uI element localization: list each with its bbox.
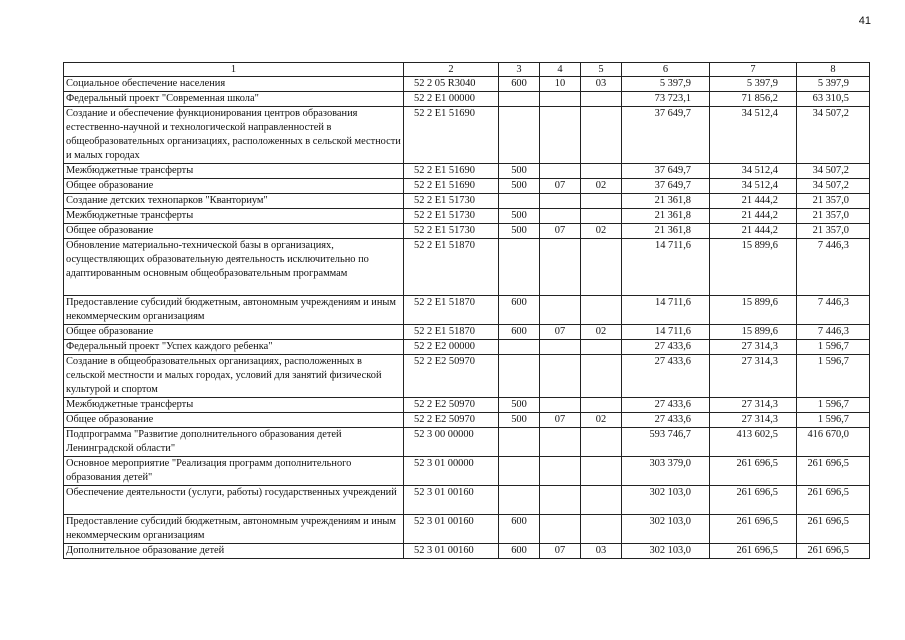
- row-name: Создание в общеобразовательных организациях, расположенных в сельской местности и малых городах, условий для занятий физической культурой и спортом: [64, 355, 404, 398]
- budget-code: 52 2 E1 51870: [404, 296, 499, 325]
- table-row: [64, 398, 870, 413]
- row-name: Общее образование: [64, 413, 404, 428]
- amount-year-2: 5 397,9: [710, 77, 797, 92]
- subsection: [581, 164, 622, 179]
- amount-year-1: 21 361,8: [622, 194, 710, 209]
- row-name: Федеральный проект "Современная школа": [64, 92, 404, 107]
- amount-year-3: 63 310,5: [797, 92, 870, 107]
- table-row: [64, 194, 870, 209]
- expense-type: [499, 457, 540, 486]
- amount-year-1: 37 649,7: [622, 107, 710, 164]
- amount-year-3: 34 507,2: [797, 107, 870, 164]
- expense-type: 500: [499, 224, 540, 239]
- amount-year-1: 27 433,6: [622, 398, 710, 413]
- expense-type: 600: [499, 544, 540, 559]
- page-number: 41: [858, 15, 871, 27]
- amount-year-2: 413 602,5: [710, 428, 797, 457]
- amount-year-2: 21 444,2: [710, 224, 797, 239]
- section: [540, 398, 581, 413]
- row-name: Предоставление субсидий бюджетным, автономным учреждениям и иным некоммерческим организациям: [64, 515, 404, 544]
- subsection: [581, 296, 622, 325]
- amount-year-1: 302 103,0: [622, 486, 710, 515]
- section: 07: [540, 325, 581, 340]
- subsection: [581, 209, 622, 224]
- amount-year-3: 1 596,7: [797, 413, 870, 428]
- amount-year-1: 14 711,6: [622, 296, 710, 325]
- expense-type: [499, 92, 540, 107]
- amount-year-2: 261 696,5: [710, 486, 797, 515]
- table-row: [64, 77, 870, 92]
- amount-year-2: 15 899,6: [710, 325, 797, 340]
- expense-type: 600: [499, 515, 540, 544]
- amount-year-3: 1 596,7: [797, 355, 870, 398]
- section: [540, 355, 581, 398]
- amount-year-2: 34 512,4: [710, 179, 797, 194]
- section: 10: [540, 77, 581, 92]
- subsection: [581, 398, 622, 413]
- header-row: [64, 63, 870, 77]
- section: [540, 457, 581, 486]
- table-row: [64, 340, 870, 355]
- amount-year-3: 5 397,9: [797, 77, 870, 92]
- subsection: [581, 340, 622, 355]
- header-cell: 5: [581, 63, 622, 77]
- amount-year-1: 302 103,0: [622, 544, 710, 559]
- budget-code: 52 3 00 00000: [404, 428, 499, 457]
- section: [540, 164, 581, 179]
- table-row: [64, 239, 870, 296]
- expense-type: [499, 355, 540, 398]
- budget-code: 52 3 01 00160: [404, 544, 499, 559]
- amount-year-1: 593 746,7: [622, 428, 710, 457]
- expense-type: [499, 107, 540, 164]
- row-name: Социальное обеспечение населения: [64, 77, 404, 92]
- expense-type: 500: [499, 413, 540, 428]
- amount-year-3: 261 696,5: [797, 457, 870, 486]
- amount-year-2: 34 512,4: [710, 164, 797, 179]
- table-row: [64, 296, 870, 325]
- row-name: Обновление материально-технической базы в организациях, осуществляющих образовательную деятельность исключительно по адаптированным основным общеобразовательным программам: [64, 239, 404, 296]
- row-name: Общее образование: [64, 179, 404, 194]
- amount-year-3: 34 507,2: [797, 164, 870, 179]
- amount-year-3: 34 507,2: [797, 179, 870, 194]
- table-row: [64, 355, 870, 398]
- header-cell: 2: [404, 63, 499, 77]
- amount-year-2: 34 512,4: [710, 107, 797, 164]
- subsection: 03: [581, 77, 622, 92]
- table-row: [64, 107, 870, 164]
- amount-year-2: 71 856,2: [710, 92, 797, 107]
- expense-type: [499, 428, 540, 457]
- amount-year-3: 261 696,5: [797, 515, 870, 544]
- table-row: [64, 224, 870, 239]
- amount-year-1: 14 711,6: [622, 239, 710, 296]
- row-name: Обеспечение деятельности (услуги, работы) государственных учреждений: [64, 486, 404, 515]
- amount-year-1: 27 433,6: [622, 340, 710, 355]
- amount-year-1: 14 711,6: [622, 325, 710, 340]
- amount-year-1: 27 433,6: [622, 413, 710, 428]
- amount-year-1: 5 397,9: [622, 77, 710, 92]
- amount-year-3: 261 696,5: [797, 486, 870, 515]
- budget-code: 52 2 E1 00000: [404, 92, 499, 107]
- expense-type: 600: [499, 296, 540, 325]
- amount-year-1: 37 649,7: [622, 164, 710, 179]
- subsection: 02: [581, 413, 622, 428]
- amount-year-3: 21 357,0: [797, 194, 870, 209]
- expense-type: [499, 486, 540, 515]
- table-row: [64, 544, 870, 559]
- budget-code: 52 2 E1 51870: [404, 325, 499, 340]
- budget-code: 52 2 E1 51730: [404, 209, 499, 224]
- budget-code: 52 2 E2 50970: [404, 413, 499, 428]
- table-body: [64, 77, 870, 559]
- budget-code: 52 3 01 00000: [404, 457, 499, 486]
- table-row: [64, 92, 870, 107]
- row-name: Предоставление субсидий бюджетным, автономным учреждениям и иным некоммерческим организациям: [64, 296, 404, 325]
- section: [540, 340, 581, 355]
- amount-year-3: 21 357,0: [797, 209, 870, 224]
- table-row: [64, 164, 870, 179]
- table-row: [64, 209, 870, 224]
- amount-year-1: 21 361,8: [622, 224, 710, 239]
- row-name: Межбюджетные трансферты: [64, 398, 404, 413]
- section: [540, 239, 581, 296]
- row-name: Создание и обеспечение функционирования центров образования естественно-научной и технологической направленностей в общеобразовательных организациях, расположенных в сельской местности и малых городах: [64, 107, 404, 164]
- row-name: Основное мероприятие "Реализация программ дополнительного образования детей": [64, 457, 404, 486]
- row-name: Федеральный проект "Успех каждого ребенка": [64, 340, 404, 355]
- header-cell: 4: [540, 63, 581, 77]
- amount-year-3: 7 446,3: [797, 325, 870, 340]
- amount-year-2: 15 899,6: [710, 239, 797, 296]
- section: [540, 428, 581, 457]
- budget-code: 52 3 01 00160: [404, 515, 499, 544]
- section: 07: [540, 179, 581, 194]
- amount-year-3: 261 696,5: [797, 544, 870, 559]
- row-name: Создание детских технопарков "Кванториум": [64, 194, 404, 209]
- budget-code: 52 2 05 R3040: [404, 77, 499, 92]
- section: [540, 107, 581, 164]
- amount-year-2: 261 696,5: [710, 515, 797, 544]
- section: 07: [540, 413, 581, 428]
- section: [540, 486, 581, 515]
- section: [540, 296, 581, 325]
- table-row: [64, 179, 870, 194]
- row-name: Общее образование: [64, 224, 404, 239]
- subsection: 02: [581, 224, 622, 239]
- subsection: [581, 428, 622, 457]
- header-cell: 1: [64, 63, 404, 77]
- amount-year-3: 7 446,3: [797, 239, 870, 296]
- amount-year-1: 303 379,0: [622, 457, 710, 486]
- section: [540, 209, 581, 224]
- row-name: Дополнительное образование детей: [64, 544, 404, 559]
- budget-code: 52 2 E1 51730: [404, 194, 499, 209]
- table-row: [64, 325, 870, 340]
- header-cell: 3: [499, 63, 540, 77]
- table-row: [64, 457, 870, 486]
- subsection: [581, 194, 622, 209]
- section: [540, 194, 581, 209]
- subsection: [581, 107, 622, 164]
- amount-year-3: 21 357,0: [797, 224, 870, 239]
- expense-type: 600: [499, 325, 540, 340]
- expense-type: 500: [499, 164, 540, 179]
- amount-year-2: 27 314,3: [710, 398, 797, 413]
- table-row: [64, 486, 870, 515]
- subsection: [581, 486, 622, 515]
- amount-year-2: 261 696,5: [710, 544, 797, 559]
- budget-code: 52 2 E2 50970: [404, 398, 499, 413]
- amount-year-2: 27 314,3: [710, 413, 797, 428]
- amount-year-3: 1 596,7: [797, 340, 870, 355]
- amount-year-2: 261 696,5: [710, 457, 797, 486]
- budget-code: 52 2 E2 50970: [404, 355, 499, 398]
- expense-type: [499, 239, 540, 296]
- expense-type: [499, 340, 540, 355]
- amount-year-1: 73 723,1: [622, 92, 710, 107]
- header-cell: 6: [622, 63, 710, 77]
- amount-year-1: 27 433,6: [622, 355, 710, 398]
- amount-year-3: 416 670,0: [797, 428, 870, 457]
- row-name: Общее образование: [64, 325, 404, 340]
- header-cell: 7: [710, 63, 797, 77]
- budget-code: 52 2 E1 51870: [404, 239, 499, 296]
- table-row: [64, 413, 870, 428]
- subsection: 02: [581, 179, 622, 194]
- budget-code: 52 2 E2 00000: [404, 340, 499, 355]
- amount-year-1: 37 649,7: [622, 179, 710, 194]
- row-name: Подпрограмма "Развитие дополнительного образования детей Ленинградской области": [64, 428, 404, 457]
- amount-year-2: 21 444,2: [710, 209, 797, 224]
- subsection: 02: [581, 325, 622, 340]
- table-row: [64, 515, 870, 544]
- amount-year-2: 27 314,3: [710, 340, 797, 355]
- subsection: [581, 515, 622, 544]
- subsection: [581, 457, 622, 486]
- row-name: Межбюджетные трансферты: [64, 164, 404, 179]
- budget-table: [63, 62, 870, 559]
- expense-type: [499, 194, 540, 209]
- section: [540, 515, 581, 544]
- amount-year-1: 302 103,0: [622, 515, 710, 544]
- amount-year-2: 15 899,6: [710, 296, 797, 325]
- header-cell: 8: [797, 63, 870, 77]
- amount-year-2: 21 444,2: [710, 194, 797, 209]
- section: 07: [540, 224, 581, 239]
- expense-type: 500: [499, 179, 540, 194]
- section: [540, 92, 581, 107]
- expense-type: 500: [499, 398, 540, 413]
- subsection: 03: [581, 544, 622, 559]
- subsection: [581, 239, 622, 296]
- section: 07: [540, 544, 581, 559]
- subsection: [581, 92, 622, 107]
- amount-year-1: 21 361,8: [622, 209, 710, 224]
- table-row: [64, 428, 870, 457]
- row-name: Межбюджетные трансферты: [64, 209, 404, 224]
- budget-code: 52 3 01 00160: [404, 486, 499, 515]
- expense-type: 500: [499, 209, 540, 224]
- amount-year-3: 7 446,3: [797, 296, 870, 325]
- budget-code: 52 2 E1 51690: [404, 107, 499, 164]
- amount-year-2: 27 314,3: [710, 355, 797, 398]
- subsection: [581, 355, 622, 398]
- amount-year-3: 1 596,7: [797, 398, 870, 413]
- expense-type: 600: [499, 77, 540, 92]
- budget-code: 52 2 E1 51690: [404, 164, 499, 179]
- budget-code: 52 2 E1 51690: [404, 179, 499, 194]
- budget-code: 52 2 E1 51730: [404, 224, 499, 239]
